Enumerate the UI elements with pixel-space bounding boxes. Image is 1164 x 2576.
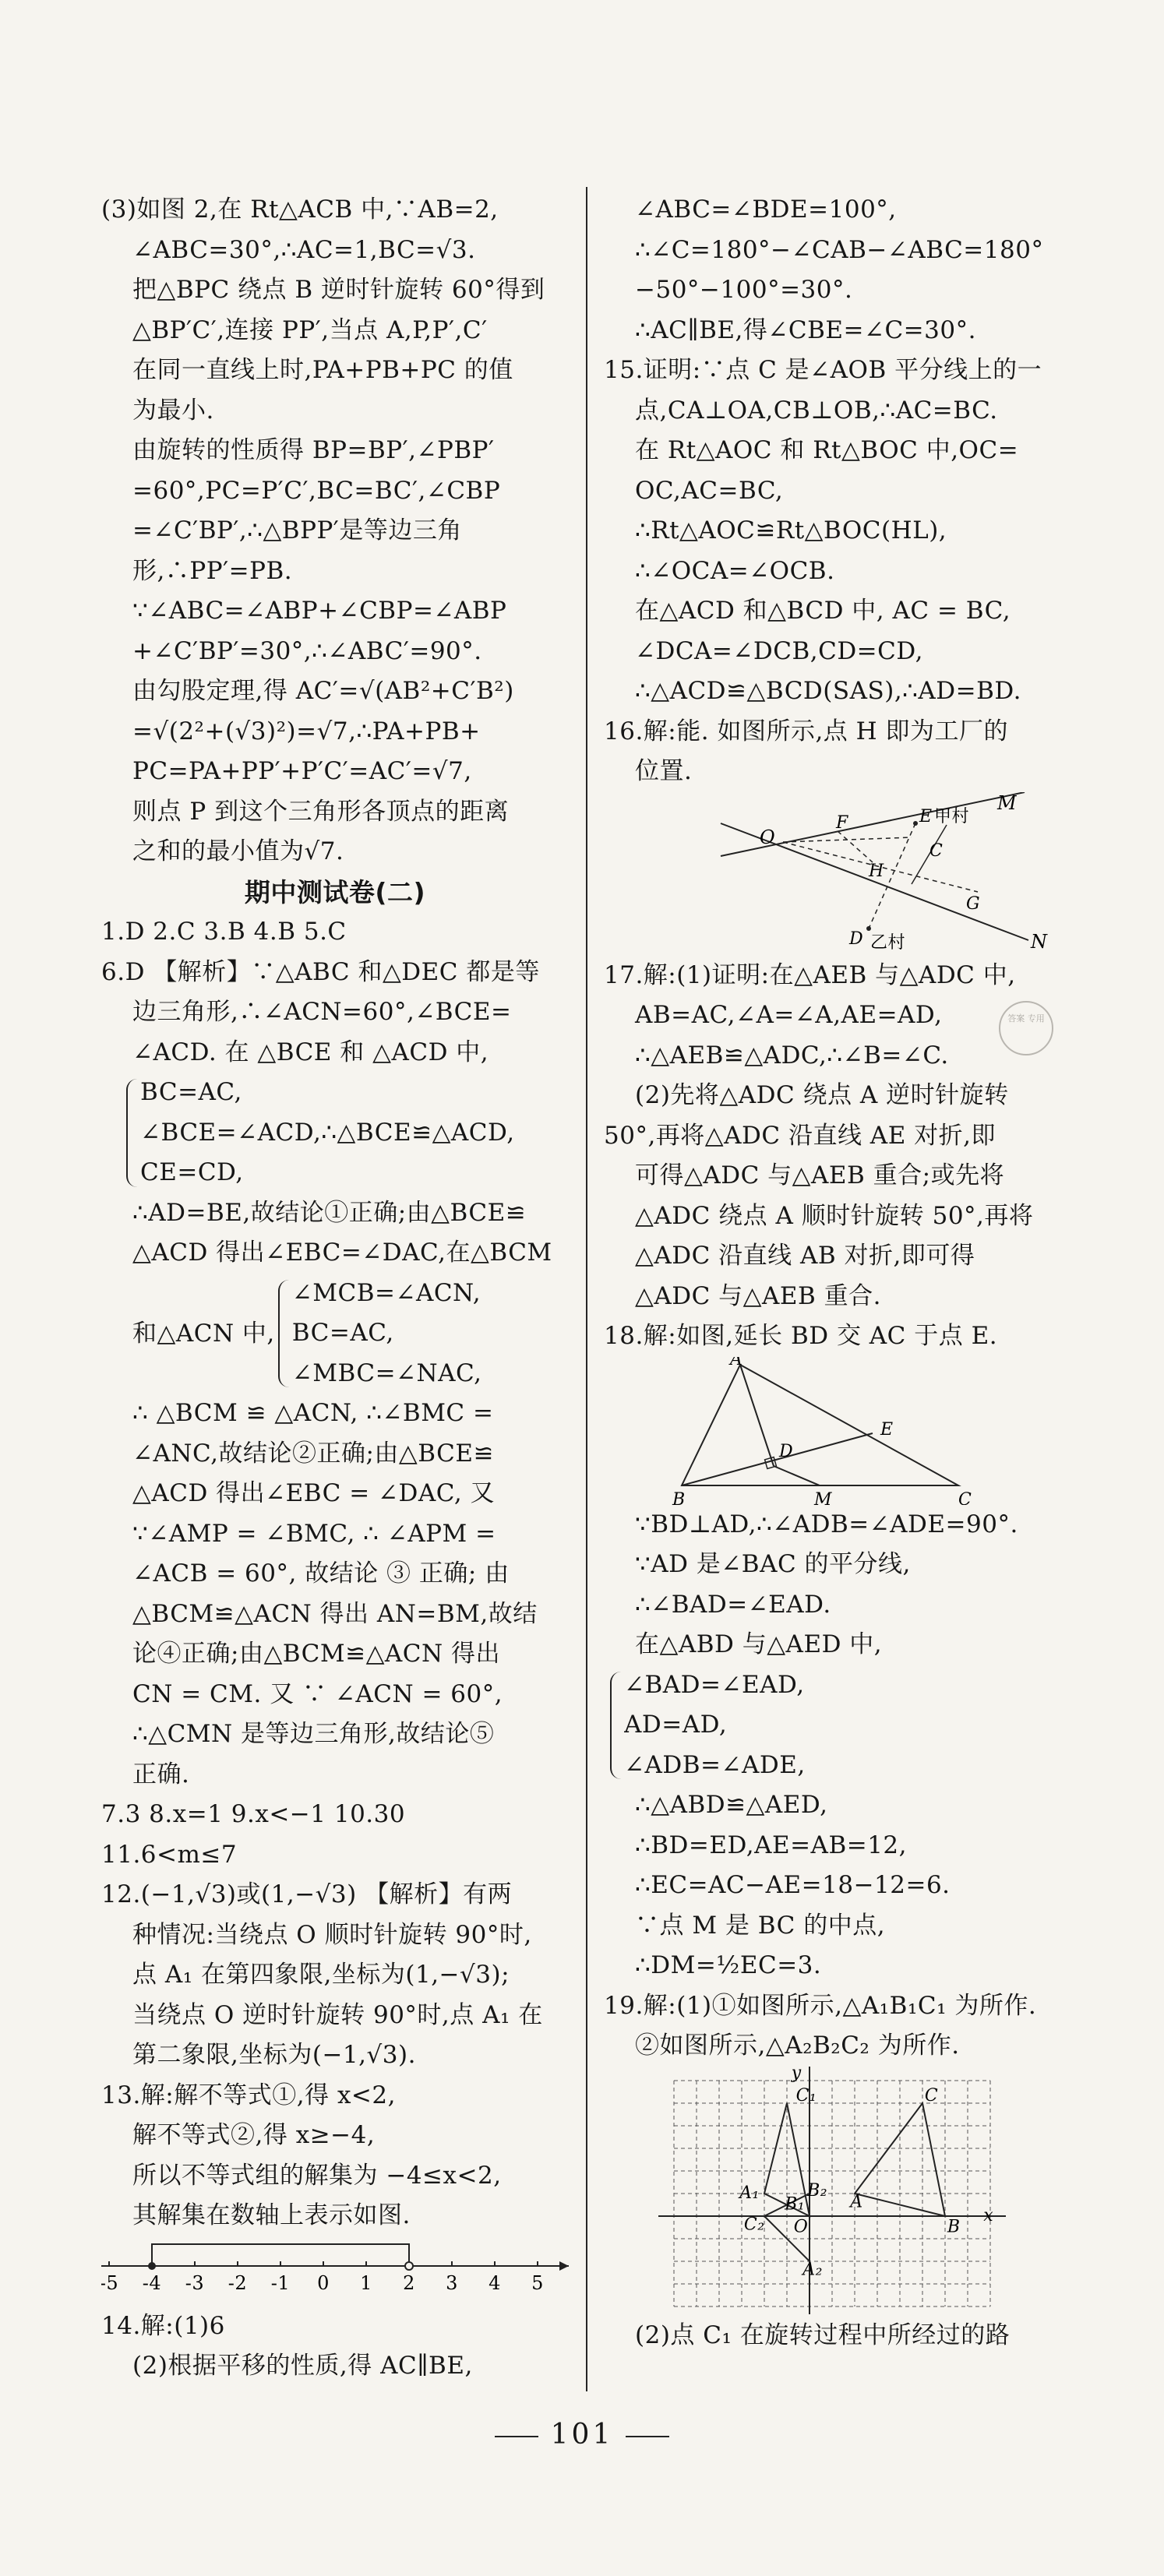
- text-line: 其解集在数轴上表示如图.: [132, 2201, 411, 2229]
- text-line: ∴EC=AC−AE=18−12=6.: [635, 1871, 951, 1899]
- text-line: △BP′C′,连接 PP′,当点 A,P,P′,C′: [132, 315, 488, 344]
- text-line: ∴AC∥BE,得∠CBE=∠C=30°.: [635, 315, 976, 344]
- text-line: △ACD 得出∠EBC=∠DAC,在△BCM: [132, 1239, 552, 1267]
- section-title: 期中测试卷(二): [244, 876, 426, 907]
- text-line: ∵BD⊥AD,∴∠ADB=∠ADE=90°.: [635, 1510, 1018, 1538]
- text-line: ∠ABC=∠BDE=100°,: [635, 196, 897, 224]
- fig18: [604, 1357, 1071, 1505]
- text-line: 12.(−1,√3)或(1,−√3) 【解析】有两: [101, 1880, 513, 1908]
- right-column: [604, 190, 1071, 2356]
- brace3-line: ∠BAD=∠EAD,: [624, 1670, 805, 1699]
- column-divider: [586, 187, 587, 2391]
- text-line: (2)先将△ADC 绕点 A 逆时针旋转: [635, 1081, 1009, 1109]
- text-line: 14.解:(1)6: [101, 2311, 225, 2340]
- text-line: ∴△AEB≌△ADC,∴∠B=∠C.: [635, 1041, 949, 1070]
- tick-label: 3: [446, 2271, 458, 2294]
- text-line: 解不等式②,得 x≥−4,: [132, 2121, 376, 2149]
- text-line: 边三角形,∴∠ACN=60°,∠BCE=: [132, 998, 512, 1026]
- tick-label: 0: [317, 2271, 330, 2294]
- brace1-line: BC=AC,: [140, 1078, 242, 1106]
- label-village-b: 乙村: [870, 932, 906, 953]
- brace1-line: ∠BCE=∠ACD,∴△BCE≌△ACD,: [140, 1118, 515, 1147]
- label-h: H: [869, 861, 884, 881]
- tick-label: 2: [403, 2271, 415, 2294]
- tick-label: -4: [142, 2271, 162, 2294]
- text-line: △ACD 得出∠EBC = ∠DAC, 又: [132, 1479, 496, 1507]
- text-line: 17.解:(1)证明:在△AEB 与△ADC 中,: [604, 960, 1016, 989]
- label-e: E: [919, 806, 933, 826]
- text-line: (3)如图 2,在 Rt△ACB 中,∵AB=2,: [101, 196, 499, 224]
- page-number-dash-left: [495, 2436, 538, 2437]
- brace-system-2-row: [101, 1274, 569, 1394]
- fig19-label-c1: C₁: [795, 2085, 817, 2106]
- brace-system-1: [123, 1073, 569, 1193]
- text-line: △BCM≌△ACN 得出 AN=BM,故结: [132, 1599, 538, 1628]
- text-line: 把△BPC 绕点 B 逆时针旋转 60°得到: [132, 276, 545, 304]
- fig19-label-c: C: [924, 2085, 939, 2106]
- text-line: ∴∠C=180°−∠CAB−∠ABC=180°: [635, 235, 1044, 264]
- label-c: C: [929, 840, 944, 861]
- text-line: +∠C′BP′=30°,∴∠ABC′=90°.: [132, 636, 482, 665]
- page-number-dash-right: [626, 2436, 669, 2437]
- fig19-label-b1: B₁: [785, 2194, 806, 2214]
- text-line: 6.D 【解析】∵△ABC 和△DEC 都是等: [101, 957, 540, 986]
- label-g: G: [966, 893, 981, 914]
- number-line-figure: [101, 2236, 569, 2306]
- brace2-line: ∠MCB=∠ACN,: [291, 1278, 481, 1307]
- text-line: ∠ACB = 60°, 故结论 ③ 正确; 由: [132, 1559, 510, 1588]
- fig19-label-a1: A₁: [739, 2183, 760, 2203]
- text-line: CN = CM. 又 ∵ ∠ACN = 60°,: [132, 1679, 503, 1708]
- fig19-label-b2: B₂: [807, 2180, 828, 2201]
- brace2-line: BC=AC,: [291, 1319, 394, 1347]
- text-line: 种情况:当绕点 O 顺时针旋转 90°时,: [132, 1920, 532, 1949]
- text-line: ∴BD=ED,AE=AB=12,: [635, 1831, 907, 1859]
- text-line: 论④正确;由△BCM≌△ACN 得出: [132, 1640, 501, 1668]
- text-line: 在同一直线上时,PA+PB+PC 的值: [132, 356, 513, 384]
- label-b: B: [672, 1489, 686, 1505]
- text-line: ∠ABC=30°,∴AC=1,BC=√3.: [132, 235, 476, 264]
- text-line: 7.3 8.x=1 9.x<−1 10.30: [101, 1800, 406, 1828]
- text-line: 50°,再将△ADC 沿直线 AE 对折,即: [604, 1121, 996, 1150]
- text-line: 所以不等式组的解集为 −4≤x<2,: [132, 2161, 502, 2190]
- label-m: M: [814, 1489, 833, 1505]
- tick-label: -2: [228, 2271, 248, 2294]
- tick-label: 1: [360, 2271, 372, 2294]
- fig18-svg: [604, 1357, 1071, 1505]
- label-n: N: [1031, 930, 1048, 953]
- text-line: OC,AC=BC,: [635, 476, 784, 505]
- text-line: ∴△CMN 是等边三角形,故结论⑤: [132, 1720, 495, 1748]
- text-line: ∠ANC,故结论②正确;由△BCE≌: [132, 1439, 494, 1468]
- text-line: (2)点 C₁ 在旋转过程中所经过的路: [635, 2321, 1011, 2349]
- text-line: AB=AC,∠A=∠A,AE=AD,: [635, 1001, 943, 1029]
- text-line: ∵AD 是∠BAC 的平分线,: [635, 1550, 911, 1578]
- open-endpoint: [405, 2262, 413, 2270]
- label-c: C: [958, 1489, 972, 1505]
- tick-label: 5: [531, 2271, 544, 2294]
- text-line: 正确.: [132, 1760, 190, 1788]
- text-line: ∴△ACD≌△BCD(SAS),∴AD=BD.: [635, 677, 1021, 705]
- text-line: (2)根据平移的性质,得 AC∥BE,: [132, 2352, 473, 2380]
- text-line: −50°−100°=30°.: [635, 276, 853, 304]
- text-line: 当绕点 O 逆时针旋转 90°时,点 A₁ 在: [132, 2000, 543, 2029]
- text-line: ∴ △BCM ≌ △ACN, ∴∠BMC =: [132, 1399, 494, 1427]
- label-m: M: [997, 791, 1018, 814]
- label-o: O: [760, 826, 776, 848]
- text-line: ∵点 M 是 BC 的中点,: [635, 1911, 886, 1940]
- text-line: 形,∴PP′=PB.: [132, 556, 293, 585]
- text-line: ∵∠ABC=∠ABP+∠CBP=∠ABP: [132, 597, 507, 625]
- text-line: ∴△ABD≌△AED,: [635, 1791, 828, 1819]
- fig19: [604, 2067, 1071, 2316]
- text-line: 由旋转的性质得 BP=BP′,∠PBP′: [132, 436, 495, 464]
- label-f: F: [836, 812, 848, 833]
- label-d: D: [779, 1441, 794, 1461]
- text-line: 为最小.: [132, 396, 214, 425]
- brace2-line: ∠MBC=∠NAC,: [291, 1358, 482, 1387]
- text-line: △ADC 绕点 A 顺时针旋转 50°,再将: [635, 1201, 1034, 1230]
- fig19-label-a2: A₂: [802, 2259, 824, 2279]
- text-line: 15.证明:∵点 C 是∠AOB 平分线上的一: [604, 356, 1042, 384]
- text-line: 19.解:(1)①如图所示,△A₁B₁C₁ 为所作.: [604, 1991, 1037, 2020]
- text-line: 18.解:如图,延长 BD 交 AC 于点 E.: [604, 1322, 998, 1350]
- brace3-line: AD=AD,: [624, 1711, 728, 1739]
- tick-label: 4: [489, 2271, 501, 2294]
- text-line: 11.6<m≤7: [101, 1840, 238, 1869]
- text-line: 13.解:解不等式①,得 x<2,: [101, 2081, 396, 2109]
- text-line: ∴AD=BE,故结论①正确;由△BCE≌: [132, 1198, 527, 1227]
- fig19-label-c2: C₂: [743, 2214, 765, 2234]
- fig16: [604, 792, 1071, 956]
- text-line: 点,CA⊥OA,CB⊥OB,∴AC=BC.: [635, 396, 998, 425]
- label-village-a: 甲村: [934, 806, 970, 826]
- text-line: 在 Rt△AOC 和 Rt△BOC 中,OC=: [635, 436, 1019, 464]
- left-column: [101, 190, 569, 2387]
- text-line: =√(2²+(√3)²)=√7,∴PA+PB+: [132, 717, 481, 745]
- brace3-line: ∠ADB=∠ADE,: [624, 1750, 806, 1779]
- text-line: △ADC 沿直线 AB 对折,即可得: [635, 1242, 975, 1270]
- text-line: ∠ACD. 在 △BCE 和 △ACD 中,: [132, 1038, 489, 1066]
- axis-arrow: [559, 2261, 569, 2271]
- brace-system-2: [275, 1274, 482, 1394]
- fig19-label-b: B: [947, 2216, 961, 2236]
- text-line: ∠DCA=∠DCB,CD=CD,: [635, 636, 923, 665]
- text-line: 点 A₁ 在第四象限,坐标为(1,−√3);: [132, 1961, 510, 1989]
- label-d: D: [849, 929, 864, 949]
- tick-label: -5: [101, 2271, 119, 2294]
- text-line: 第二象限,坐标为(−1,√3).: [132, 2041, 416, 2069]
- text-line: 在△ACD 和△BCD 中, AC = BC,: [635, 597, 1011, 625]
- fig19-label-x: x: [983, 2205, 994, 2225]
- text-line: ∴Rt△AOC≌Rt△BOC(HL),: [635, 516, 947, 544]
- number-line-svg: [101, 2236, 569, 2306]
- fig19-label-a: A: [850, 2191, 863, 2211]
- text-line: 16.解:能. 如图所示,点 H 即为工厂的: [604, 717, 1009, 745]
- label-e: E: [880, 1419, 894, 1440]
- text-line: 由勾股定理,得 AC′=√(AB²+C′B²): [132, 677, 514, 705]
- brace-system-3: [607, 1665, 1071, 1786]
- text-line: ∵∠AMP = ∠BMC, ∴ ∠APM =: [132, 1519, 496, 1548]
- text-line: 位置.: [635, 757, 693, 785]
- text-line: 可得△ADC 与△AEB 重合;或先将: [635, 1161, 1005, 1189]
- text-line: ②如图所示,△A₂B₂C₂ 为所作.: [635, 2032, 960, 2060]
- brace1-line: CE=CD,: [140, 1158, 244, 1186]
- closed-endpoint: [148, 2262, 156, 2270]
- text-line: 则点 P 到这个三角形各顶点的距离: [132, 797, 510, 826]
- watermark-stamp: 答案 专用: [999, 1001, 1053, 1055]
- tick-label: -3: [185, 2271, 205, 2294]
- text-line: 在△ABD 与△AED 中,: [635, 1630, 883, 1658]
- fig16-svg: [604, 792, 1071, 956]
- fig19-label-y: y: [791, 2066, 802, 2083]
- text-line: ∴∠OCA=∠OCB.: [635, 556, 835, 585]
- text-line: △ADC 与△AEB 重合.: [635, 1281, 882, 1310]
- text-line: =∠C′BP′,∴△BPP′是等边三角: [132, 516, 462, 544]
- page-number: [0, 2419, 1164, 2451]
- text-line: =60°,PC=P′C′,BC=BC′,∠CBP: [132, 476, 501, 505]
- text-line: ∴∠BAD=∠EAD.: [635, 1590, 831, 1619]
- text-line: ∴DM=½EC=3.: [635, 1951, 822, 1979]
- text-line: PC=PA+PP′+P′C′=AC′=√7,: [132, 757, 472, 785]
- text-line: 之和的最小值为√7.: [132, 837, 344, 865]
- page-number-value: 101: [550, 2419, 614, 2451]
- tick-label: -1: [270, 2271, 291, 2294]
- label-a: A: [730, 1356, 743, 1369]
- fig19-label-o: O: [793, 2216, 809, 2236]
- text-line: 1.D 2.C 3.B 4.B 5.C: [101, 918, 347, 946]
- brace2-prefix: 和△ACN 中,: [132, 1319, 275, 1348]
- fig19-svg: [604, 2067, 1071, 2316]
